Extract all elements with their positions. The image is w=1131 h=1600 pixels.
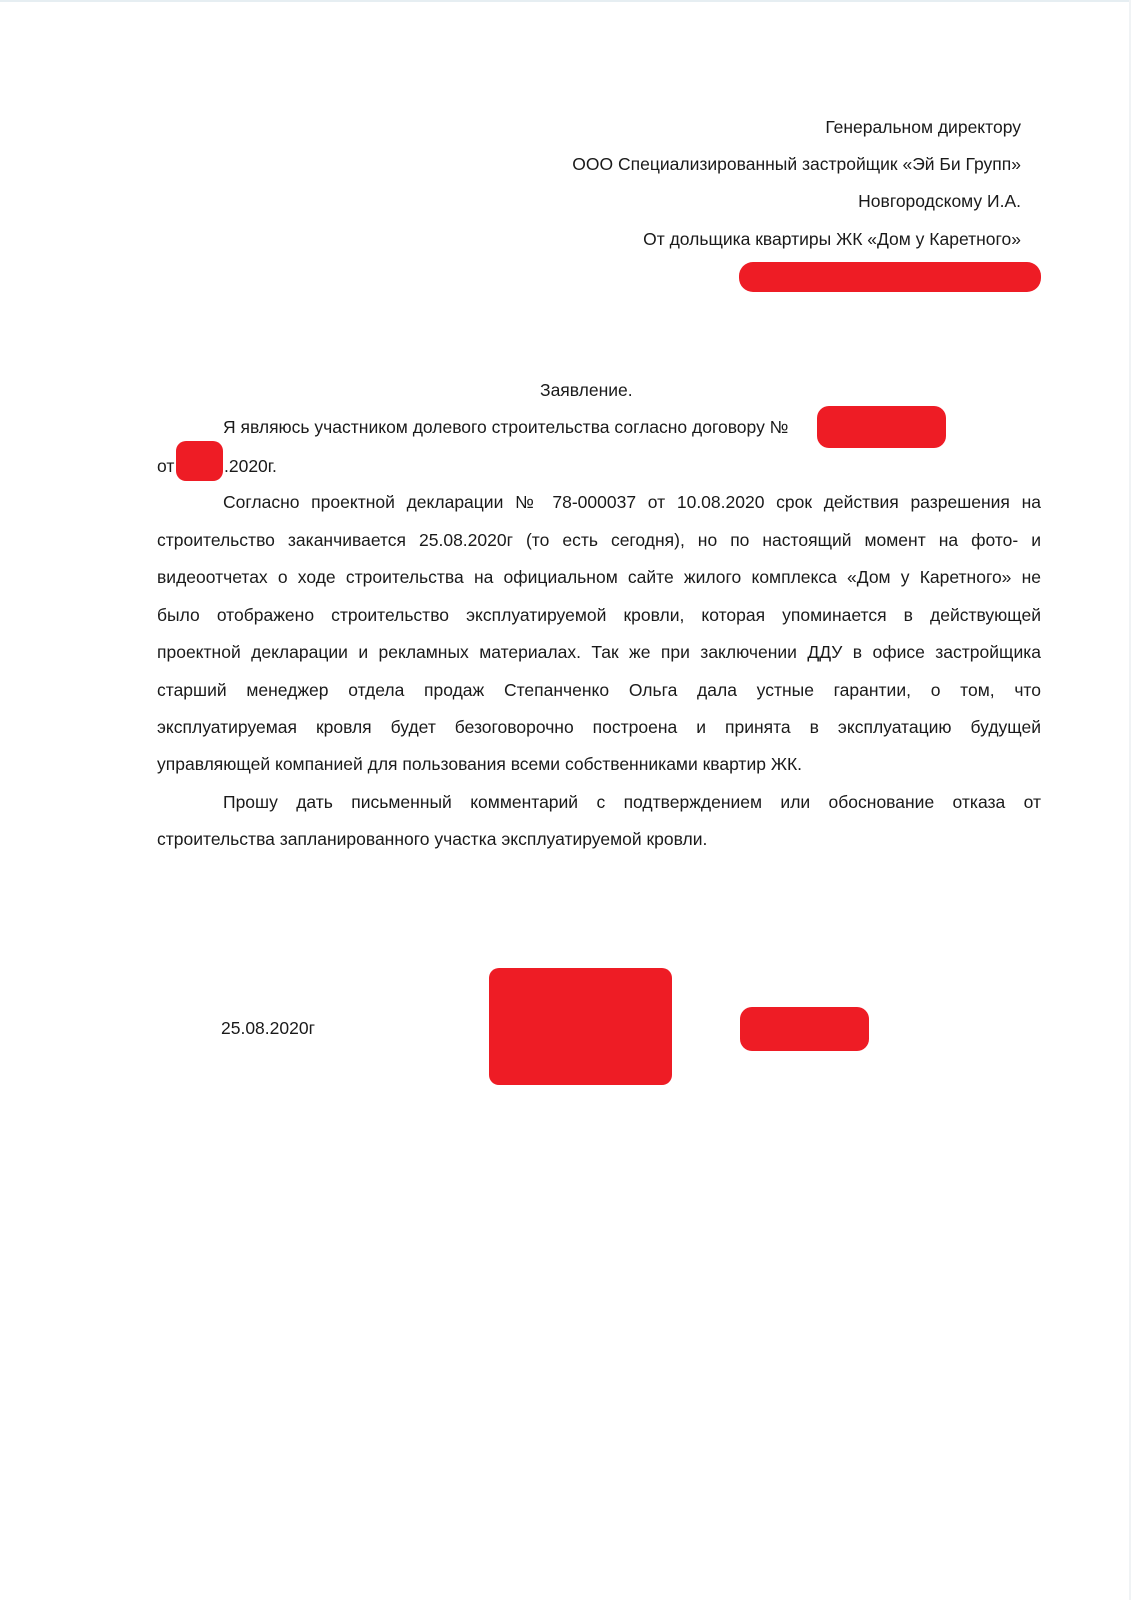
redacted-signer-name [740, 1007, 869, 1051]
redacted-sender-name [739, 262, 1041, 292]
para2-line4: было отображено строительство эксплуатируемой кровли, которая упоминается в действующей [157, 605, 1041, 625]
document-title: Заявление. [540, 380, 633, 400]
redacted-contract-number [817, 406, 946, 448]
scan-edge-top [0, 0, 1131, 2]
sender-line: От дольщика квартиры ЖК «Дом у Каретного» [643, 229, 1021, 249]
redacted-signature [489, 968, 672, 1085]
addressee-company: ООО Специализированный застройщик «Эй Би Групп» [572, 154, 1021, 174]
signature-date: 25.08.2020г [221, 1018, 315, 1038]
para1-line2-suffix: .2020г. [224, 456, 277, 476]
para1-line1: Я являюсь участником долевого строительства согласно договору № [223, 417, 789, 437]
para3-line2: строительства запланированного участка эксплуатируемой кровли. [157, 829, 708, 849]
redacted-contract-date [176, 441, 223, 481]
para2-line8: управляющей компанией для пользования всеми собственниками квартир ЖК. [157, 754, 803, 774]
para2-line3: видеоотчетах о ходе строительства на официальном сайте жилого комплекса «Дом у Каретного» не [157, 567, 1041, 587]
para2-line2: строительство заканчивается 25.08.2020г (то есть сегодня), но по настоящий момент на фото- и [157, 530, 1041, 550]
para2-line1: Согласно проектной декларации № 78-000037 от 10.08.2020 срок действия разрешения на [223, 492, 1041, 512]
para1-line2-prefix: от [157, 456, 175, 476]
para2-line6: старший менеджер отдела продаж Степанченко Ольга дала устные гарантии, о том, что [157, 680, 1041, 700]
addressee-position: Генеральном директору [825, 117, 1021, 137]
para2-line5: проектной декларации и рекламных материалах. Так же при заключении ДДУ в офисе застройщика [157, 642, 1041, 662]
para2-line7: эксплуатируемая кровля будет безоговорочно построена и принята в эксплуатацию будущей [157, 717, 1041, 737]
para3-line1: Прошу дать письменный комментарий с подтверждением или обоснование отказа от [223, 792, 1041, 812]
addressee-name: Новгородскому И.А. [858, 191, 1021, 211]
